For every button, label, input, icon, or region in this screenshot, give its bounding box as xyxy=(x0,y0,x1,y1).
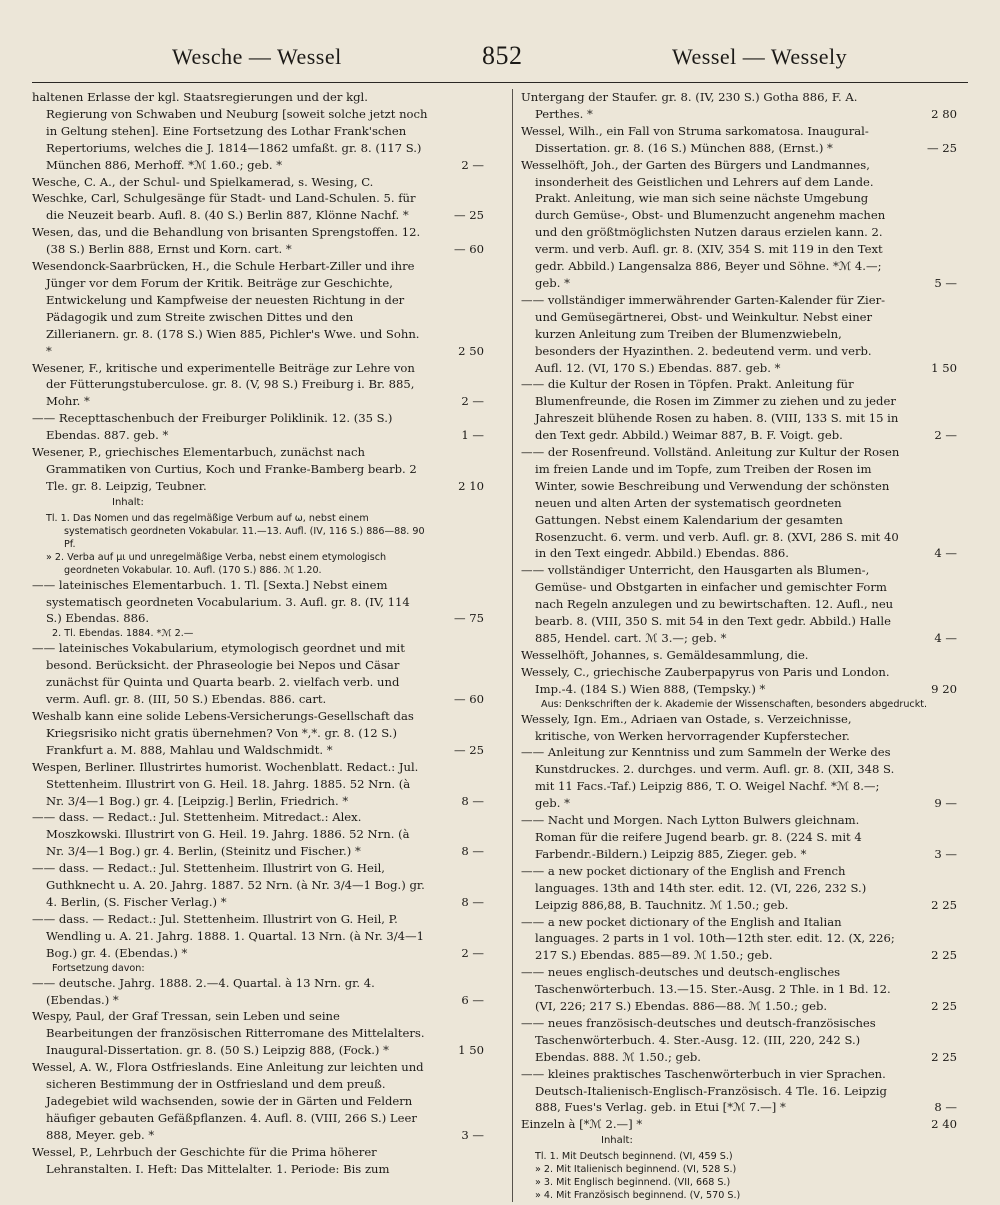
entry-price: 8 — xyxy=(461,793,484,808)
catalog-entry xyxy=(521,914,957,965)
columns xyxy=(32,89,968,1202)
catalog-entry xyxy=(32,975,484,1009)
entry-price: 8 — xyxy=(461,844,484,859)
catalog-entry xyxy=(521,711,957,745)
entry-note: Aus: Denkschriften der k. Akademie der Wissenschaften, besonders abgedruckt. xyxy=(541,698,928,710)
entry-price: 2 25 xyxy=(931,897,957,912)
entry-price: 2 25 xyxy=(931,999,957,1014)
entry-price: 1 50 xyxy=(458,1043,484,1058)
entry-price: 3 — xyxy=(934,846,957,861)
entry-text: Weschke, Carl, Schulgesänge für Stadt- und Land-Schulen. 5. für die Neuzeit bearb. Aufl. 8. (40 S.) Berlin 887, Klönne Nachf. * xyxy=(32,191,416,223)
entry-text: —— a new pocket dictionary of the English and Italian languages. 2 parts in 1 vol. 10th—12th ster. edit. 12. (X, 226; 217 S.) Ebendas. 885—89. ℳ 1.50.; geb. xyxy=(521,914,895,963)
catalog-entry xyxy=(521,664,957,698)
entry-text: —— dass. — Redact.: Jul. Stettenheim. Illustrirt von G. Heil, Guthknecht u. A. 20. Jahrg. 1887. 52 Nrn. (à Nr. 3/4—1 Bog.) gr. 4. Berlin, (S. Fischer Verlag.) * xyxy=(32,861,425,909)
entry-price: 9 20 xyxy=(931,681,957,696)
entry-text: Wessel, Wilh., ein Fall von Struma sarkomatosa. Inaugural-Dissertation. gr. 8. (16 S.) München 888, (Ernst.) * xyxy=(521,123,869,155)
entry-price: 2 50 xyxy=(458,343,484,358)
inhalt-item: » 2. Verba auf μι und unregelmäßige Verba, nebst einem etymologisch geordneten Vokabular. 10. Aufl. (170 S.) 886. ℳ 1.20. xyxy=(46,551,387,576)
entry-price: 6 — xyxy=(461,992,484,1007)
catalog-entry xyxy=(521,89,957,123)
entry-price: 9 — xyxy=(934,796,957,811)
entry-price: 2 — xyxy=(461,157,484,172)
catalog-entry xyxy=(32,1144,484,1178)
entry-price: 4 — xyxy=(934,546,957,561)
catalog-entry xyxy=(521,1015,957,1066)
entry-note: Fortsetzung davon: xyxy=(52,962,145,974)
catalog-entry xyxy=(32,1059,484,1144)
catalog-entry xyxy=(521,376,957,444)
entry-price: — 25 xyxy=(453,208,484,223)
entry-text: —— neues englisch-deutsches und deutsch-englisches Taschenwörterbuch. 13.—15. Ster.-Ausg. 2 Thle. in 1 Bd. 12. (VI, 226; 217 S.) Ebendas. 886—88. ℳ 1.50.; geb. xyxy=(521,965,891,1014)
entry-text: —— Nacht und Morgen. Nach Lytton Bulwers gleichnam. Roman für die reifere Jugend bearb. gr. 8. (224 S. mit 4 Farbendr.-Bildern.) Leipzig 885, Zieger. geb. * xyxy=(521,813,862,861)
catalog-entry xyxy=(521,863,957,914)
catalog-entry xyxy=(521,744,957,812)
inhalt-item: » 2. Mit Italienisch beginnend. (VI, 528 S.) xyxy=(535,1164,737,1176)
entry-text: Wesselhöft, Johannes, s. Gemäldesammlung, die. xyxy=(521,647,809,662)
entry-text: Wesener, F., kritische und experimentelle Beiträge zur Lehre von der Fütterungstuberculose. gr. 8. (V, 98 S.) Freiburg i. Br. 885, Mohr. * xyxy=(32,360,415,409)
entry-text: Wesendonck-Saarbrücken, H., die Schule Herbart-Ziller und ihre Jünger vor dem Forum der Kritik. Beiträge zur Geschichte, Entwickelung und Kampfweise der neuesten Richtung in der Pädagogik und zum Streite zwischen Dittes und den Zillerianern. gr. 8. (178 S.) Wien 885, Pichler's Wwe. und Sohn. * xyxy=(32,259,420,358)
entry-price: 2 — xyxy=(461,394,484,409)
entry-text: —— die Kultur der Rosen in Töpfen. Prakt. Anleitung für Blumenfreunde, die Rosen im Zimmer zu ziehen und zu jeder Jahreszeit blühende Rosen zu haben. 8. (VIII, 133 S. mit 15 in den Text gedr. Abbild.) Weimar 887, B. F. Voigt. geb. xyxy=(521,377,899,443)
catalog-entry xyxy=(32,258,484,359)
entry-price: 3 — xyxy=(461,1127,484,1142)
entry-price: — 25 xyxy=(453,742,484,757)
entry-text: Wessel, A. W., Flora Ostfrieslands. Eine Anleitung zur leichten und sicheren Bestimmung der in Ostfriesland und dem preuß. Jadegebiet wild wachsenden, sowie der in Gärten und Feldern häufiger gebauten Gefäßpflanzen. 4. Aufl. 8. (VIII, 266 S.) Leer 888, Meyer. geb. * xyxy=(32,1060,424,1142)
left-column xyxy=(32,89,484,1177)
catalog-entry xyxy=(32,444,484,495)
left-inhalt-title: Inhalt: xyxy=(112,496,144,508)
entry-text: Wespy, Paul, der Graf Tressan, sein Leben und seine Bearbeitungen der französischen Ritterromane des Mittelalters. Inaugural-Dissertation. gr. 8. (50 S.) Leipzig 888, (Fock.) * xyxy=(32,1009,425,1058)
entry-text: Wessely, C., griechische Zauberpapyrus von Paris und London. Imp.-4. (184 S.) Wien 888, (Tempsky.) * xyxy=(521,664,890,696)
catalog-entry xyxy=(32,174,484,191)
entry-text: haltenen Erlasse der kgl. Staatsregierungen und der kgl. Regierung von Schwaben und Neuburg [soweit solche jetzt noch in Geltung stehen]. Eine Fortsetzung des Lothar Frank'schen Repertoriums, welches die J. 1814—1862 umfaßt. gr. 8. (117 S.) München 886, Merhoff. *ℳ 1.60.; geb. * xyxy=(32,90,428,172)
inhalt-item: Tl. 1. Das Nomen und das regelmäßige Verbum auf ω, nebst einem systematisch geordneten Vokabular. 11.—13. Aufl. (IV, 116 S.) 886—88. 90 Pf. xyxy=(46,512,425,550)
entry-text: —— vollständiger immerwährender Garten-Kalender für Zier- und Gemüsegärtnerei, Obst- und Weinkultur. Nebst einer kurzen Anleitung zum Treiben der Blumenzwiebeln, besonders der Hyazinthen. 2. bedeutend verm. und verb. Aufl. 12. (VI, 170 S.) Ebendas. 887. geb. * xyxy=(521,292,886,375)
entry-price: 5 — xyxy=(934,275,957,290)
catalog-entry xyxy=(32,860,484,911)
entry-text: —— der Rosenfreund. Vollständ. Anleitung zur Kultur der Rosen im freien Lande und im Topfe, zum Treiben der Rosen im Winter, sowie Beschreibung und Verwendung der schönsten neuen und alten Arten der systematisch geordneten Gattungen. Nebst einem Kalendarium der gesamten Rosenzucht. 6. verm. und verb. Aufl. gr. 8. (XVI, 286 S. mit 40 in den Text eingedr. Abbild.) Ebendas. 886. xyxy=(521,445,900,561)
entry-price: 2 10 xyxy=(458,478,484,493)
catalog-entry xyxy=(521,562,957,647)
catalog-entry xyxy=(521,1116,957,1133)
entry-text: —— vollständiger Unterricht, den Hausgarten als Blumen-, Gemüse- und Obstgarten in einfacher und gemischter Form nach Regeln anzulegen und zu bewirtschaften. 12. Aufl., neu bearb. 8. (VIII, 350 S. mit 54 in den Text gedr. Abbild.) Halle 885, Hendel. cart. ℳ 3.—; geb. * xyxy=(521,563,894,645)
catalog-entry xyxy=(32,360,484,411)
catalog-entry xyxy=(32,190,484,224)
catalog-entry xyxy=(32,224,484,258)
entry-price: 2 25 xyxy=(931,1049,957,1064)
entry-price: 2 — xyxy=(461,945,484,960)
catalog-entry xyxy=(32,708,484,759)
catalog-entry xyxy=(521,1066,957,1117)
catalog-entry xyxy=(32,640,484,708)
entry-text: Wesche, C. A., der Schul- und Spielkamerad, s. Wesing, C. xyxy=(32,174,374,189)
entry-text: —— neues französisch-deutsches und deutsch-französisches Taschenwörterbuch. 4. Ster.-Ausg. 12. (III, 220, 242 S.) Ebendas. 888. ℳ 1.50.; geb. xyxy=(521,1015,876,1064)
entry-price: 2 25 xyxy=(931,948,957,963)
catalog-entry xyxy=(32,577,484,628)
entry-price: 1 50 xyxy=(931,360,957,375)
catalog-entry xyxy=(521,647,957,664)
entry-text: —— lateinisches Elementarbuch. 1. Tl. [Sexta.] Nebst einem systematisch geordneten Vocabularium. 3. Aufl. gr. 8. (IV, 114 S.) Ebendas. 886. xyxy=(32,577,410,626)
entry-price: 2 40 xyxy=(931,1117,957,1132)
catalog-entry xyxy=(521,123,957,157)
page-number: 852 xyxy=(482,41,523,70)
catalog-entry xyxy=(32,89,484,174)
inhalt-item: » 3. Mit Englisch beginnend. (VII, 668 S.) xyxy=(535,1177,731,1189)
entry-text: —— Recepttaschenbuch der Freiburger Poliklinik. 12. (35 S.) Ebendas. 887. geb. * xyxy=(32,411,393,443)
catalog-entry xyxy=(521,444,957,562)
entry-text: Untergang der Staufer. gr. 8. (IV, 230 S.) Gotha 886, F. A. Perthes. * xyxy=(521,90,858,121)
entry-text: —— deutsche. Jahrg. 1888. 2.—4. Quartal. à 13 Nrn. gr. 4. (Ebendas.) * xyxy=(32,975,375,1007)
entry-price: — 60 xyxy=(453,242,484,257)
entry-text: —— dass. — Redact.: Jul. Stettenheim. Mitredact.: Alex. Moszkowski. Illustrirt von G. Heil. 19. Jahrg. 1886. 52 Nrn. (à Nr. 3/4—1 Bog.) gr. 4. Berlin, (Steinitz und Fischer.) * xyxy=(32,810,410,859)
catalog-entry xyxy=(521,812,957,863)
entry-price: 8 — xyxy=(461,894,484,909)
page-header xyxy=(32,41,968,83)
entry-price: 2 80 xyxy=(931,106,957,121)
entry-text: Weshalb kann eine solide Lebens-Versicherungs-Gesellschaft das Kriegsrisiko nicht gratis übernehmen? Von *,*. gr. 8. (12 S.) Frankfurt a. M. 888, Mahlau und Waldschmidt. * xyxy=(32,709,414,757)
header-left-title: Wesche — Wessel xyxy=(172,44,342,69)
entry-text: Wespen, Berliner. Illustrirtes humorist. Wochenblatt. Redact.: Jul. Stettenheim. Illustrirt von G. Heil. 18. Jahrg. 1885. 52 Nrn. (à Nr. 3/4—1 Bog.) gr. 4. [Leipzig.] Berlin, Friedrich. * xyxy=(32,759,419,808)
right-column xyxy=(512,89,957,1202)
inhalt-item: » 4. Mit Französisch beginnend. (V, 570 S.) xyxy=(535,1190,741,1202)
entry-text: —— Anleitung zur Kenntniss und zum Sammeln der Werke des Kunstdruckes. 2. durchges. und verm. Aufl. gr. 8. (XII, 348 S. mit 11 Facs.-Taf.) Leipzig 886, T. O. Weigel Nachf. *ℳ 8.—; geb. * xyxy=(521,745,895,811)
catalog-entry xyxy=(32,911,484,962)
entry-text: Wessely, Ign. Em., Adriaen van Ostade, s. Verzeichnisse, kritische, von Werken hervorragender Kupferstecher. xyxy=(521,711,852,743)
entry-price: — 25 xyxy=(926,140,957,155)
entry-price: — 75 xyxy=(453,611,484,626)
entry-price: 4 — xyxy=(934,631,957,645)
catalog-entry xyxy=(521,157,957,292)
entry-text: —— dass. — Redact.: Jul. Stettenheim. Illustrirt von G. Heil, P. Wendling u. A. 21. Jahrg. 1888. 1. Quartal. 13 Nrn. (à Nr. 3/4—1 Bog.) gr. 4. (Ebendas.) * xyxy=(32,911,424,960)
entry-text: Einzeln à [*ℳ 2.—] * xyxy=(521,1117,643,1132)
entry-price: 8 — xyxy=(934,1100,957,1115)
catalog-entry xyxy=(32,410,484,444)
entry-text: —— a new pocket dictionary of the English and French languages. 13th and 14th ster. edit. 12. (VI, 226, 232 S.) Leipzig 886,88, B. Tauchnitz. ℳ 1.50.; geb. xyxy=(521,863,867,912)
entry-price: 2 — xyxy=(934,428,957,443)
catalog-entry xyxy=(521,964,957,1015)
entry-price: — 60 xyxy=(453,692,484,707)
inhalt-item: Tl. 1. Mit Deutsch beginnend. (VI, 459 S.) xyxy=(535,1151,733,1163)
catalog-entry xyxy=(32,759,484,810)
entry-text: Wesselhöft, Joh., der Garten des Bürgers und Landmannes, insonderheit des Geistlichen und Lehrers auf dem Lande. Prakt. Anleitung, wie man sich seine nächste Umgebung durch Gemüse-, Obst- und Blumenzucht angenehm machen und den größtmöglichsten Nutzen daraus erzielen kann. 2. verm. und verb. Aufl. gr. 8. (XIV, 354 S. mit 119 in den Text gedr. Abbild.) Langensalza 886, Beyer und Söhne. *ℳ 4.—; geb. * xyxy=(521,157,886,290)
entry-text: Wessel, P., Lehrbuch der Geschichte für die Prima höherer Lehranstalten. I. Heft: Das Mittelalter. 1. Periode: Bis zum xyxy=(32,1144,390,1176)
catalog-entry xyxy=(32,1008,484,1059)
entry-text: —— lateinisches Vokabularium, etymologisch geordnet und mit besond. Berücksicht. der Phraseologie bei Nepos und Cäsar zunächst für Quinta und Quarta bearb. 2. vielfach verb. und verm. Aufl. gr. 8. (III, 50 S.) Ebendas. 886. cart. xyxy=(32,641,405,707)
entry-price: 1 — xyxy=(461,428,484,443)
catalog-entry xyxy=(521,292,957,377)
header-right-title: Wessel — Wessely xyxy=(672,44,848,69)
catalog-entry xyxy=(32,809,484,860)
right-inhalt-title: Inhalt: xyxy=(601,1135,633,1147)
entry-note: 2. Tl. Ebendas. 1884. *ℳ 2.— xyxy=(52,628,194,640)
entry-text: Wesen, das, und die Behandlung von brisanten Sprengstoffen. 12. (38 S.) Berlin 888, Ernst und Korn. cart. * xyxy=(32,225,421,257)
entry-text: Wesener, P., griechisches Elementarbuch, zunächst nach Grammatiken von Curtius, Koch und Franke-Bamberg bearb. 2 Tle. gr. 8. Leipzig, Teubner. xyxy=(32,445,417,493)
entry-text: —— kleines praktisches Taschenwörterbuch in vier Sprachen. Deutsch-Italienisch-Englisch-Französisch. 4 Tle. 16. Leipzig 888, Fues's Verlag. geb. in Etui [*ℳ 7.—] * xyxy=(521,1066,887,1115)
